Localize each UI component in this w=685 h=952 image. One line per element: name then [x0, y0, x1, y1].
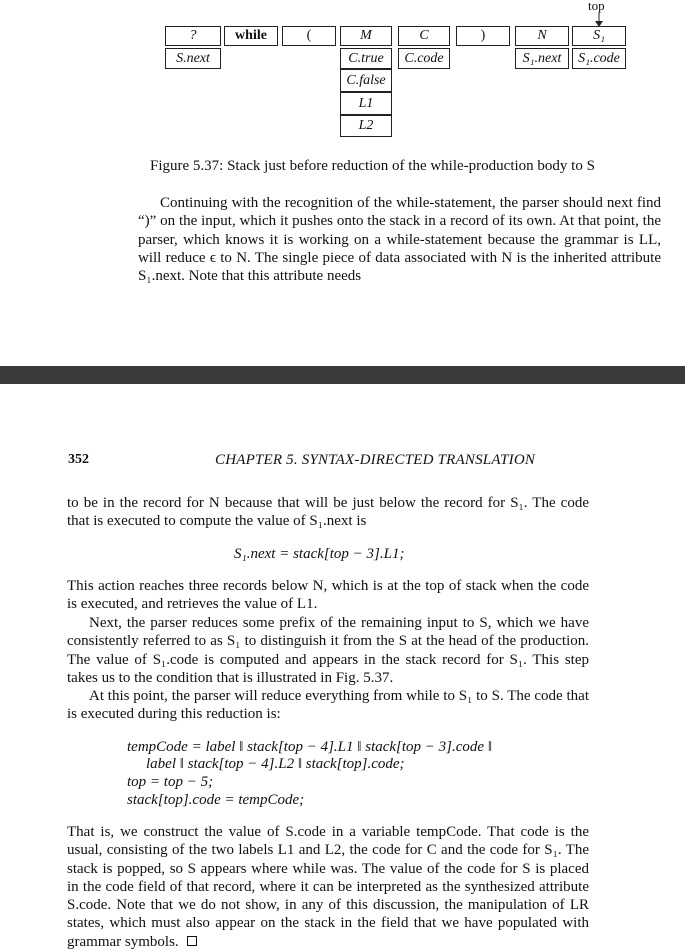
qed-box-icon — [187, 936, 197, 946]
page-divider — [0, 366, 685, 384]
code-line-1: tempCode = label ‖ stack[top − 4].L1 ‖ stack[top − 3].code ‖ — [127, 739, 493, 755]
stack-cell-l2: L2 — [340, 115, 392, 137]
paragraph-5-text: That is, we construct the value of S.code in a variable tempCode. That code is the usual, consisting of the two labels L1 and L2, the code for C and the code for S₁. The stack is popped, so S appears where while was. The value of the code for S is placed in the code field of that record, where it can be interpreted as the synthesized attribute S.code. Note that we do not show, in any of this discussion, the manipulation of LR states, which must also appear on the stack in the field that we have populated with grammar symbols. — [67, 824, 589, 950]
stack-cell-rparen: ) — [456, 26, 510, 46]
stack-cell-c: C — [398, 26, 450, 46]
top-paragraph: Continuing with the recognition of the while-statement, the parser should next find “)” on the input, which it pushes onto the stack in a record of its own. At that point, the parser, which knows it is working on a while-statement because the grammar is LL, will reduce ϵ to N. The single piece of data associated with N is the inherited attribute S₁.next. Note that this attribute needs — [138, 195, 661, 285]
stack-cell-while: while — [224, 26, 278, 46]
top-label: top — [588, 0, 605, 13]
stack-cell-question: ? — [165, 26, 221, 46]
paragraph-5 — [67, 823, 589, 951]
stack-cell-s1-next: S₁.next — [515, 48, 569, 69]
code-line-3: top = top − 5; — [127, 774, 214, 790]
code-line-4: stack[top].code = tempCode; — [127, 792, 305, 808]
stack-cell-m: M — [340, 26, 392, 46]
stack-cell-c-true: C.true — [340, 48, 392, 69]
stack-cell-s1: S₁ — [572, 26, 626, 46]
stack-cell-c-code: C.code — [398, 48, 450, 69]
equation: S₁.next = stack[top − 3].L1; — [234, 546, 405, 562]
stack-cell-c-false: C.false — [340, 69, 392, 92]
stack-cell-l1: L1 — [340, 92, 392, 115]
paragraph-1: to be in the record for N because that will be just below the record for S₁. The code that is executed to compute the value of S₁.next is — [67, 495, 589, 530]
paragraph-2: This action reaches three records below N, which is at the top of stack when the code is executed, and retrieves the value of L1. — [67, 578, 589, 613]
page-number: 352 — [68, 452, 89, 467]
figure-caption: Figure 5.37: Stack just before reduction of the while-production body to S — [150, 158, 595, 174]
stack-cell-n: N — [515, 26, 569, 46]
stack-cell-lparen: ( — [282, 26, 336, 46]
running-head: CHAPTER 5. SYNTAX-DIRECTED TRANSLATION — [215, 452, 536, 468]
code-line-2: label ‖ stack[top − 4].L2 ‖ stack[top].code; — [146, 756, 405, 772]
stack-cell-s1-code: S₁.code — [572, 48, 626, 69]
paragraph-3: Next, the parser reduces some prefix of the remaining input to S, which we have consistently referred to as S₁ to distinguish it from the S at the head of the production. The value of S₁.code is computed and appears in the stack record for S₁. This step takes us to the condition that is illustrated in Fig. 5.37. — [67, 615, 589, 686]
paragraph-4: At this point, the parser will reduce everything from while to S₁ to S. The code that is executed during this reduction is: — [67, 688, 589, 723]
stack-cell-s-next: S.next — [165, 48, 221, 69]
